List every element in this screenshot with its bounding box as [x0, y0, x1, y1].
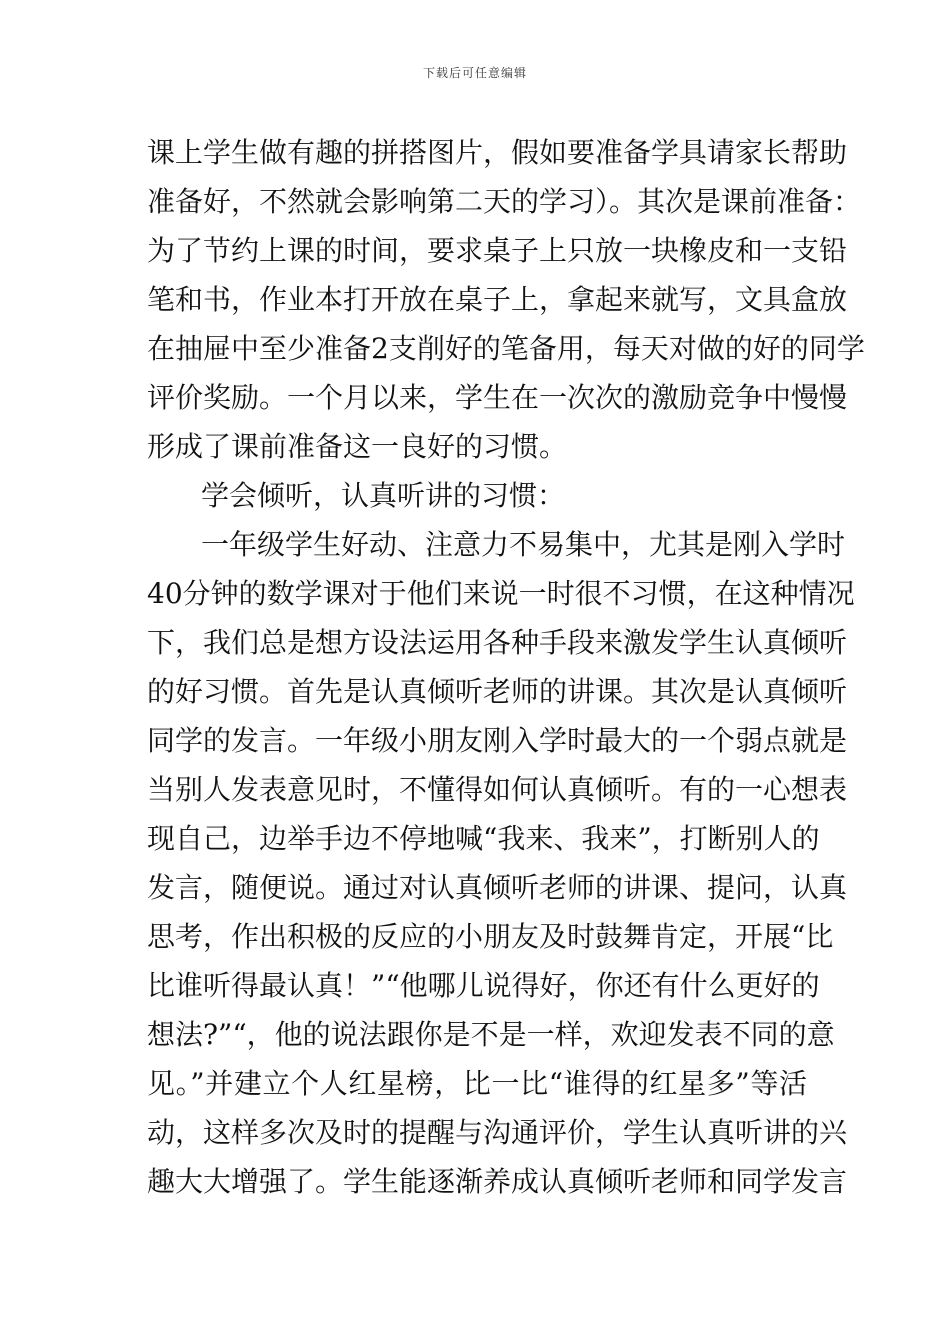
text-line: 课上学生做有趣的拼搭图片，假如要准备学具请家长帮助 [147, 136, 848, 169]
text-line: 现自己，边举手边不停地喊“我来、我来”，打断别人的 [147, 822, 820, 855]
text-line: 思考，作出积极的反应的小朋友及时鼓舞肯定，开展“比 [147, 920, 834, 953]
text-line: 当别人发表意见时，不懂得如何认真倾听。有的一心想表 [147, 773, 848, 806]
text-line: 一年级学生好动、注意力不易集中，尤其是刚入学时 [201, 528, 846, 561]
text-line: 的好习惯。首先是认真倾听老师的讲课。其次是认真倾听 [147, 675, 848, 708]
text-line: 形成了课前准备这一良好的习惯。 [147, 430, 568, 463]
page-header: 下载后可任意编辑 [422, 66, 527, 80]
document-body [147, 128, 865, 1206]
text-line: 在抽屉中至少准备2支削好的笔备用，每天对做的好的同学 [147, 332, 865, 365]
text-line: 下，我们总是想方设法运用各种手段来激发学生认真倾听 [147, 626, 848, 659]
text-line: 见。”并建立个人红星榜，比一比“谁得的红星多”等活 [147, 1067, 807, 1100]
text-line: 发言，随便说。通过对认真倾听老师的讲课、提问，认真 [147, 871, 848, 904]
text-line: 趣大大增强了。学生能逐渐养成认真倾听老师和同学发言 [147, 1165, 848, 1198]
text-line: 同学的发言。一年级小朋友刚入学时最大的一个弱点就是 [147, 724, 848, 757]
text-line: 40分钟的数学课对于他们来说一时很不习惯，在这种情况 [147, 577, 855, 610]
section-heading: 学会倾听，认真听讲的习惯： [201, 479, 566, 512]
text-line: 评价奖励。一个月以来，学生在一次次的激励竞争中慢慢 [147, 381, 848, 414]
text-line: 想法?”“，他的说法跟你是不是一样，欢迎发表不同的意 [147, 1018, 835, 1051]
text-line: 比谁听得最认真！”“他哪儿说得好，你还有什么更好的 [147, 969, 820, 1002]
text-line: 动，这样多次及时的提醒与沟通评价，学生认真听讲的兴 [147, 1116, 848, 1149]
text-line: 准备好，不然就会影响第二天的学习）。其次是课前准备： [147, 185, 862, 218]
text-line: 笔和书，作业本打开放在桌子上，拿起来就写，文具盒放 [147, 283, 848, 316]
text-line: 为了节约上课的时间，要求桌子上只放一块橡皮和一支铅 [147, 234, 848, 267]
